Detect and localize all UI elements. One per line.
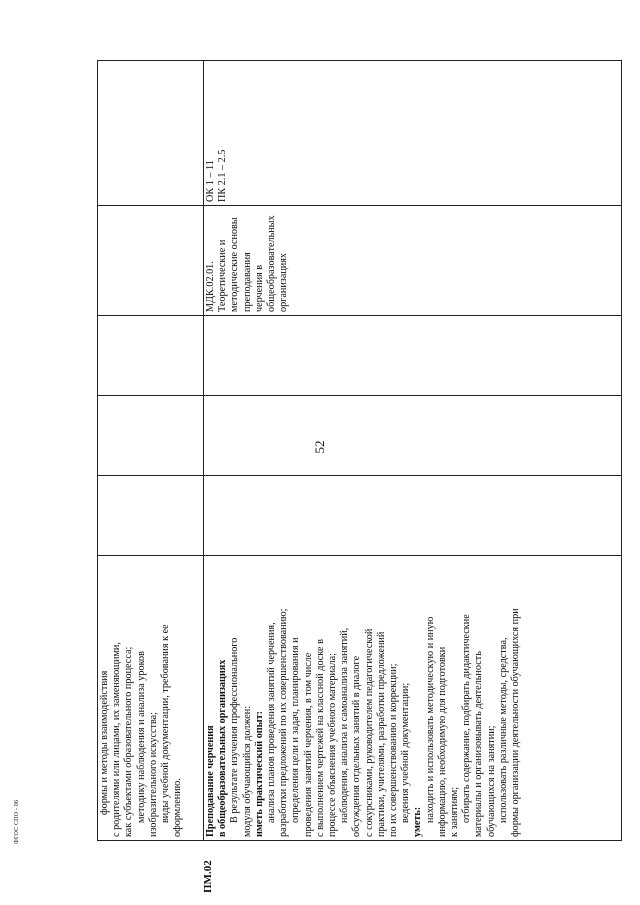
text-line: оформлению. bbox=[172, 778, 184, 837]
table-row bbox=[98, 61, 204, 841]
text-line: практики, учителями, разработки предложений bbox=[375, 631, 387, 837]
text-line: с выполнением чертежей на классной доске в bbox=[314, 639, 326, 837]
module-title: в общеобразовательных организациях bbox=[217, 659, 229, 837]
text-line: находить и использовать методическую и иную bbox=[424, 616, 436, 823]
table-row bbox=[204, 61, 622, 841]
text-line: организациях bbox=[278, 252, 290, 312]
text-line: МДК.02.01. bbox=[205, 261, 216, 312]
page-number: 52 bbox=[312, 440, 327, 454]
empty-cell bbox=[98, 476, 204, 556]
text-line: В результате изучения профессионального bbox=[229, 637, 241, 823]
row1-content-cell bbox=[98, 556, 204, 841]
text-line: к занятиям; bbox=[449, 786, 461, 837]
text-line: как субъектами образовательного процесса; bbox=[123, 646, 135, 837]
module-content-cell bbox=[204, 556, 622, 841]
text-line: черчения в bbox=[253, 264, 265, 312]
text-line: формы организации деятельности обучающихся при bbox=[510, 608, 522, 837]
text-line: наблюдения, анализа и самоанализа занятий, bbox=[339, 627, 351, 823]
text-line: формы и методы взаимодействия bbox=[99, 670, 110, 815]
text-line: изобразительного искусства; bbox=[147, 712, 159, 837]
empty-cell bbox=[98, 396, 204, 476]
mdk-cell bbox=[204, 206, 622, 316]
empty-cell bbox=[204, 316, 622, 396]
text-line: анализа планов проведения занятий черчения, bbox=[266, 622, 278, 823]
text-line: виды учебной документации, требования к ее bbox=[160, 624, 172, 823]
text-line: преподавания bbox=[241, 252, 253, 312]
text-line: информацию, необходимую для подготовки bbox=[436, 646, 448, 837]
module-title: Преподавание черчения bbox=[205, 725, 216, 837]
empty-cell bbox=[98, 206, 204, 316]
curriculum-table bbox=[97, 60, 622, 841]
competency-code: ОК 1 – 11 bbox=[205, 160, 216, 202]
text-line: методические основы bbox=[229, 217, 241, 312]
rotated-table-area bbox=[97, 61, 622, 893]
skills-heading: уметь: bbox=[412, 806, 424, 837]
text-line: методику наблюдения и анализа уроков bbox=[135, 651, 147, 823]
text-line: с сокурсниками, руководителем педагогической bbox=[363, 628, 375, 837]
text-line: разработки предложений по их совершенствованию; bbox=[278, 608, 290, 837]
text-line: обучающихся на занятии; bbox=[485, 725, 497, 837]
module-code: ПМ.02 bbox=[202, 860, 214, 893]
text-line: Теоретические и bbox=[217, 239, 229, 312]
empty-cell bbox=[98, 316, 204, 396]
text-line: модуля обучающийся должен: bbox=[241, 705, 253, 837]
text-line: определения цели и задач, планирования и bbox=[290, 637, 302, 823]
text-line: по их совершенствованию и коррекции; bbox=[388, 663, 400, 837]
competency-code: ПК 2.1 – 2.5 bbox=[217, 149, 229, 202]
text-line: процессе объяснения учебного материала; bbox=[327, 653, 339, 837]
text-line: проведения занятий черчения, в том числе bbox=[302, 652, 314, 837]
text-line: использовать различные методы, средства, bbox=[497, 637, 509, 823]
text-line: общеобразовательных bbox=[266, 215, 278, 312]
text-line: с родителями или лицами, их заменяющими, bbox=[111, 642, 123, 837]
text-line: отбирать содержание, подбирать дидактические bbox=[461, 614, 473, 823]
text-line: обсуждения отдельных занятий в диалоге bbox=[351, 655, 363, 837]
competencies-cell bbox=[204, 61, 622, 206]
experience-heading: иметь практический опыт: bbox=[253, 710, 265, 837]
empty-cell bbox=[204, 396, 622, 476]
text-line: материалы и организовывать деятельность bbox=[473, 651, 485, 837]
footer-code: ФГОС СПО - 06 bbox=[14, 799, 20, 844]
empty-cell bbox=[204, 476, 622, 556]
empty-cell bbox=[98, 61, 204, 206]
text-line: ведения учебной документации; bbox=[400, 682, 412, 823]
